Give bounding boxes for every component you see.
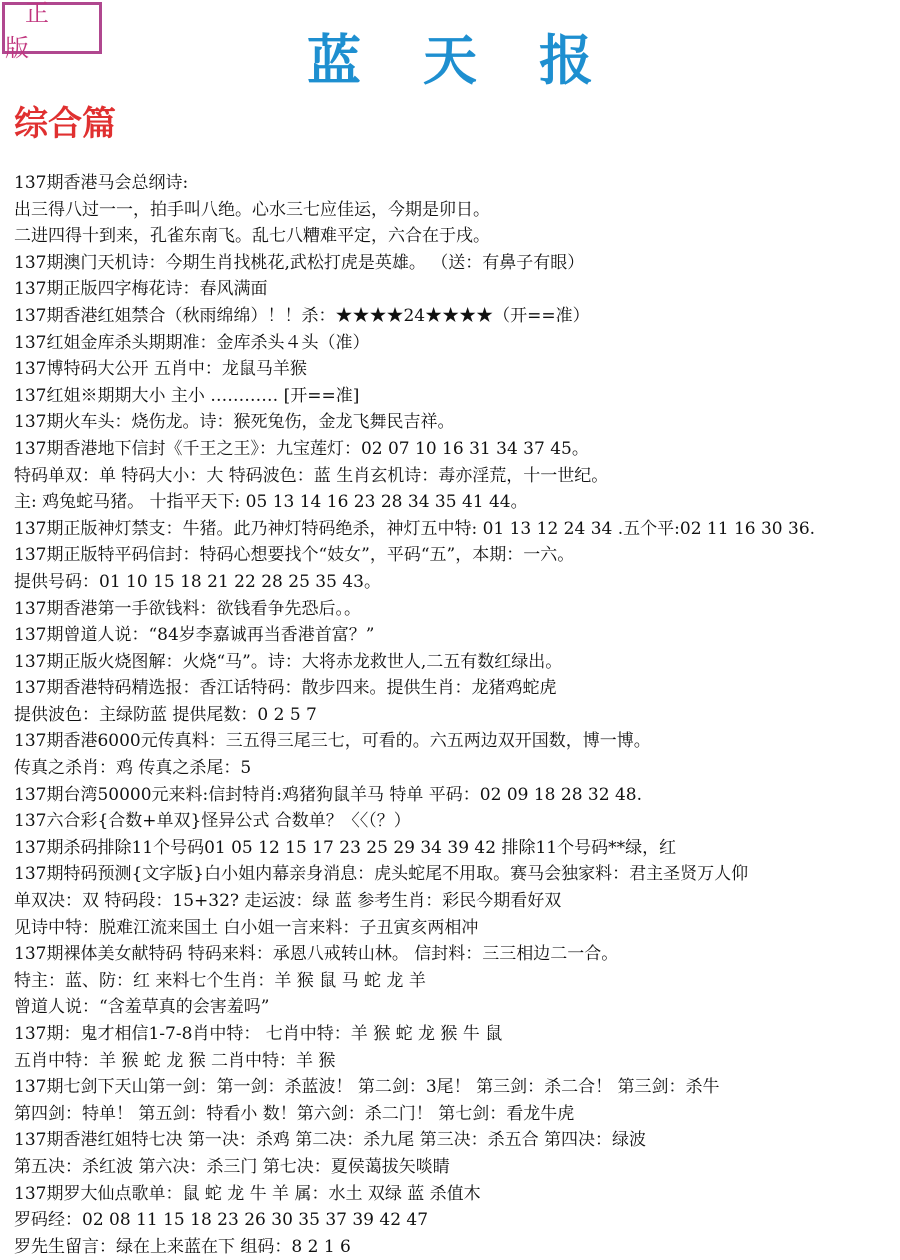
text-line: 提供波色：主绿防蓝 提供尾数：0 2 5 7: [14, 704, 317, 725]
text-line: 137博特码大公开 五肖中：龙鼠马羊猴: [14, 359, 307, 380]
text-line: 137期裸体美女献特码 特码来料：承恩八戒转山林。 信封料：三三相边二一合。: [14, 944, 619, 965]
text-line: 五肖中特：羊 猴 蛇 龙 猴 二肖中特：羊 猴: [14, 1050, 336, 1071]
text-line: 第四剑：特单！ 第五剑：特看小 数！第六剑：杀二门！ 第七剑：看龙牛虎: [14, 1103, 575, 1124]
text-line: 137期香港红姐特七决 第一决：杀鸡 第二决：杀九尾 第三决：杀五合 第四决：绿波: [14, 1130, 647, 1151]
text-line: 137期：鬼才相信1-7-8肖中特： 七肖中特：羊 猴 蛇 龙 猴 牛 鼠: [14, 1024, 503, 1044]
text-line: 137期正版四字梅花诗：春风满面: [14, 279, 268, 300]
text-line: 见诗中特：脱难江流来国土 白小姐一言来料：子丑寅亥两相冲: [14, 917, 479, 938]
text-line: 137红姐※期期大小 主小 ………… [开==准]: [14, 385, 360, 406]
text-line: 137期特码预测{文字版}白小姐内幕亲身消息：虎头蛇尾不用取。赛马会独家料：君主圣贤万人仰: [14, 864, 749, 885]
text-line: 主: 鸡兔蛇马猪。 十指平天下: 05 13 14 16 23 28 34 35 41 44。: [14, 492, 528, 513]
text-line: 单双决：双 特码段：15+32? 走运波：绿 蓝 参考生肖：彩民今期看好双: [14, 891, 562, 912]
text-line: 137期香港第一手欲钱料：欲钱看争先恐后。。: [14, 598, 361, 619]
text-line: 提供号码：01 10 15 18 21 22 28 25 35 43。: [14, 571, 381, 592]
section-title: 综合篇: [14, 104, 116, 144]
text-line: 罗码经：02 08 11 15 18 23 26 30 35 37 39 42 47: [14, 1210, 429, 1231]
text-line: 137期曾道人说：“84岁李嘉诚再当香港首富？”: [14, 625, 375, 646]
text-line: 137期台湾50000元来料:信封特肖:鸡猪狗鼠羊马 特单 平码：02 09 18 28 32 48.: [14, 784, 643, 805]
text-line: 特码单双：单 特码大小：大 特码波色：蓝 生肖玄机诗：毒亦淫荒，十一世纪。: [14, 465, 609, 486]
text-line: 137期香港6000元传真料：三五得三尾三七，可看的。六五两边双开国数，博一博。: [14, 731, 651, 752]
text-line: 137期香港马会总纲诗:: [14, 173, 189, 193]
text-line: 出三得八过一一，拍手叫八绝。心水三七应佳运，今期是卯日。: [14, 199, 490, 220]
text-line: 特主：蓝、防：红 来料七个生肖：羊 猴 鼠 马 蛇 龙 羊: [14, 970, 426, 991]
text-line: 137期正版神灯禁支：牛猪。此乃神灯特码绝杀，神灯五中特: 01 13 12 24 34 .五个平:02 11 16 30 36.: [14, 518, 816, 539]
text-line: 137期澳门天机诗：今期生肖找桃花,武松打虎是英雄。 （送：有鼻子有眼）: [14, 252, 585, 273]
text-line: 二进四得十到来，孔雀东南飞。乱七八糟难平定，六合在于戌。: [14, 226, 490, 247]
page-title: 蓝天报: [307, 28, 655, 92]
text-line: 137期杀码排除11个号码01 05 12 15 17 23 25 29 34 39 42 排除11个号码**绿，红: [14, 837, 677, 858]
text-line: 137期正版特平码信封：特码心想要找个“妓女”，平码“五”，本期：一六。: [14, 545, 575, 566]
text-line: 第五决：杀红波 第六决：杀三门 第七决：夏侯蔼拔矢啖睛: [14, 1156, 450, 1177]
authentic-stamp: 正 版: [2, 2, 102, 54]
text-line: 曾道人说：“含羞草真的会害羞吗”: [14, 997, 270, 1018]
text-line: 137红姐金库杀头期期准：金库杀头４头（准）: [14, 332, 370, 353]
text-line: 传真之杀肖：鸡 传真之杀尾：5: [14, 758, 252, 779]
text-line: 137期火车头：烧伤龙。诗：猴死兔伤，金龙飞舞民吉祥。: [14, 412, 455, 433]
text-line: 137期香港地下信封《千王之王》：九宝莲灯：02 07 10 16 31 34 37 45。: [14, 438, 589, 459]
text-line: 137期正版火烧图解：火烧“马”。诗：大将赤龙救世人,二五有数红绿出。: [14, 651, 563, 672]
text-line: 137六合彩{合数+单双}怪异公式 合数单？〈〈（？）: [14, 811, 411, 832]
text-line: 罗先生留言：绿在上来蓝在下 组码：8 2 1 6: [14, 1236, 351, 1257]
text-line: 137期香港特码精选报：香江话特码：散步四来。提供生肖：龙猪鸡蛇虎: [14, 678, 557, 699]
text-line: 137期香港红姐禁合（秋雨绵绵）！！杀：★★★★24★★★★（开==准）: [14, 305, 590, 326]
text-line: 137期罗大仙点歌单：鼠 蛇 龙 牛 羊 属：水土 双绿 蓝 杀值木: [14, 1183, 481, 1204]
content-lines: [14, 170, 898, 1260]
text-line: 137期七剑下天山第一剑：第一剑：杀蓝波！ 第二剑：3尾！ 第三剑：杀二合！ 第三剑：杀牛: [14, 1077, 720, 1098]
